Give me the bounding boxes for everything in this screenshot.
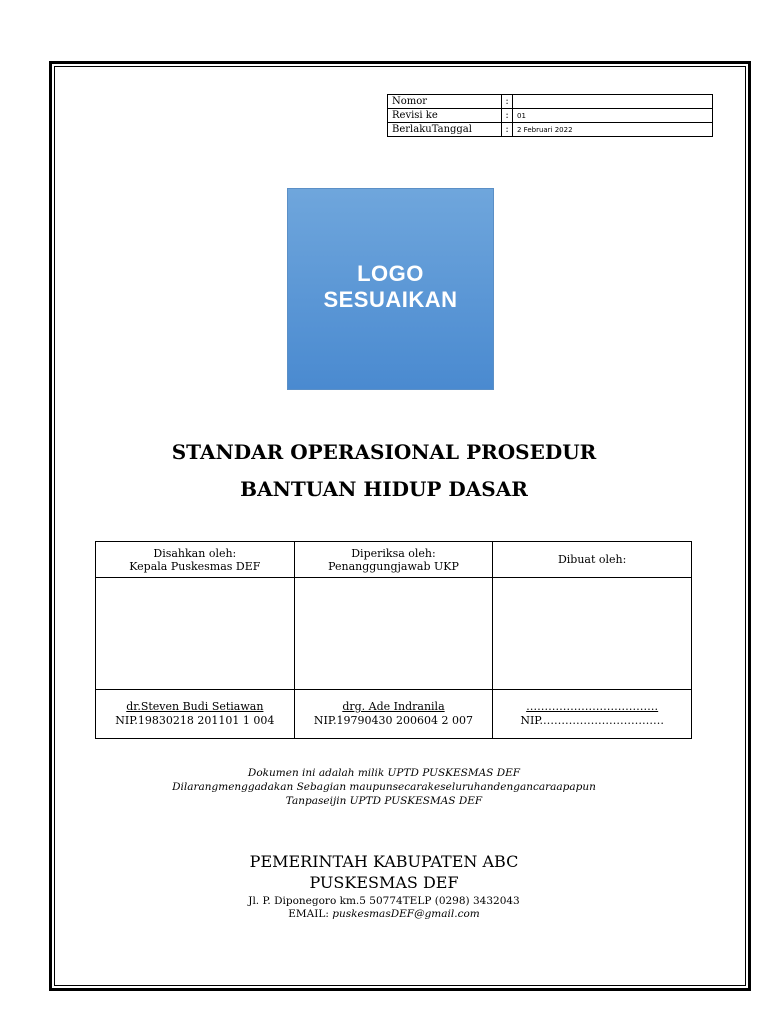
notice-line: Tanpaseijin UPTD PUSKESMAS DEF — [285, 795, 483, 807]
meta-row-revisi — [388, 109, 713, 123]
header-position: Penanggungjawab UKP — [328, 559, 459, 573]
puskesmas-name: PUSKESMAS DEF — [309, 873, 459, 892]
signatory-nip: NIP.19790430 200604 2 007 — [313, 713, 474, 727]
signature-header-checked — [294, 542, 493, 578]
header-role: Dibuat oleh: — [557, 553, 627, 567]
meta-value — [513, 95, 713, 109]
signature-space — [96, 578, 295, 690]
signature-space — [294, 578, 493, 690]
email-label: EMAIL: — [288, 908, 333, 920]
signatory-1 — [96, 689, 295, 738]
meta-colon: : — [502, 123, 513, 137]
signature-header-approved — [96, 542, 295, 578]
signatory-3 — [493, 689, 692, 738]
document-title-line2: BANTUAN HIDUP DASAR — [240, 477, 528, 501]
meta-row-berlaku — [388, 123, 713, 137]
meta-row-nomor — [388, 95, 713, 109]
ownership-notice — [0, 766, 768, 808]
signatory-2 — [294, 689, 493, 738]
meta-label: Revisi ke — [388, 109, 502, 123]
signatory-name: ……………………………… — [526, 699, 659, 713]
organization-heading — [0, 851, 768, 893]
meta-value: 01 — [513, 109, 713, 123]
header-position: Kepala Puskesmas DEF — [129, 559, 261, 573]
signature-header-row — [96, 542, 692, 578]
meta-label: BerlakuTanggal — [388, 123, 502, 137]
notice-line: Dokumen ini adalah milik UPTD PUSKESMAS DEF — [247, 767, 521, 779]
header-role: Disahkan oleh: — [153, 546, 237, 560]
document-meta-table — [387, 94, 713, 137]
meta-colon: : — [502, 109, 513, 123]
signature-space-row — [96, 578, 692, 690]
email-address: puskesmasDEF@gmail.com — [332, 908, 480, 920]
signatory-name: drg. Ade Indranila — [342, 699, 445, 713]
meta-colon: : — [502, 95, 513, 109]
signatory-nip: NIP.19830218 201101 1 004 — [115, 713, 275, 727]
email-line — [0, 908, 768, 921]
document-title-line1: STANDAR OPERASIONAL PROSEDUR — [171, 440, 597, 464]
signature-name-row — [96, 689, 692, 738]
logo-text: LOGO SESUAIKAN — [323, 261, 458, 312]
signature-header-prepared — [493, 542, 692, 578]
government-name: PEMERINTAH KABUPATEN ABC — [249, 852, 519, 871]
address: Jl. P. Diponegoro km.5 50774TELP (0298) 3432043 — [248, 895, 520, 907]
meta-value: 2 Februari 2022 — [513, 123, 713, 137]
signature-space — [493, 578, 692, 690]
signature-table — [95, 541, 692, 739]
signatory-name: dr.Steven Budi Setiawan — [126, 699, 264, 713]
header-role: Diperiksa oleh: — [351, 546, 436, 560]
notice-line: Dilarangmenggadakan Sebagian maupunsecarakeseluruhandengancaraapapun — [172, 781, 596, 793]
meta-label: Nomor — [388, 95, 502, 109]
logo-placeholder — [287, 188, 494, 390]
signatory-nip: NIP.…………………………… — [520, 713, 664, 727]
contact-info — [0, 895, 768, 921]
